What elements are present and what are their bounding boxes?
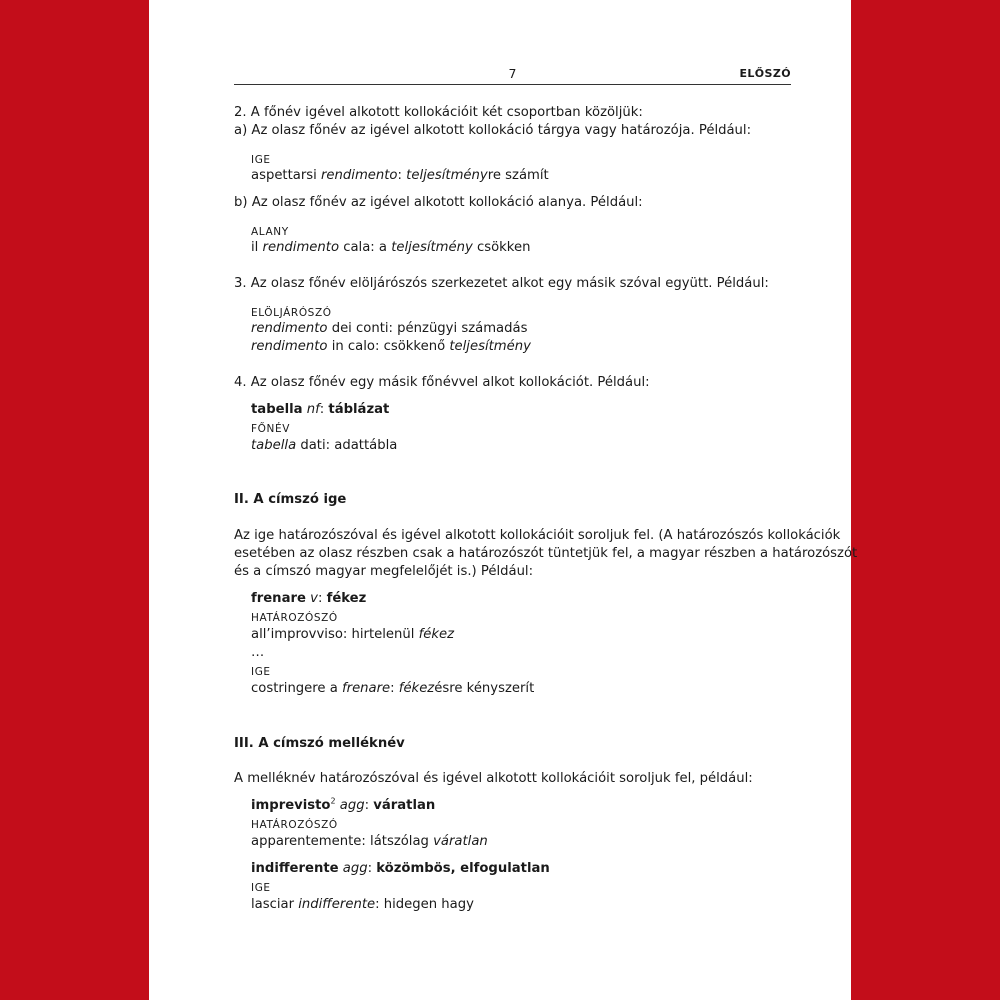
imprevisto-example: apparentemente: látszólag váratlan — [251, 834, 488, 849]
frenare-label-1: HATÁROZÓSZÓ — [251, 612, 338, 624]
ellipsis: … — [251, 645, 265, 660]
indifferente-example: lasciar indifferente: hidegen hagy — [251, 897, 474, 912]
s4-intro: 4. Az olasz főnév egy másik főnévvel alkot kollokációt. Például: — [234, 375, 650, 390]
s4-example: tabella dati: adattábla — [251, 438, 398, 453]
s2-b-example: il rendimento cala: a teljesítmény csökken — [251, 240, 531, 255]
imprevisto-entry: imprevisto$^2$ agg: váratlan — [251, 796, 436, 813]
frenare-example-1: all’improvviso: hirtelenül fékez — [251, 627, 455, 642]
s3-label: ELÖLJÁRÓSZÓ — [251, 307, 332, 319]
section-iii-paragraph: A melléknév határozószóval és igével alkotott kollokációit soroljuk fel, például: — [234, 771, 753, 786]
indifferente-entry: indifferente agg: közömbös, elfogulatlan — [251, 861, 550, 876]
page — [149, 0, 858, 1000]
s3-intro: 3. Az olasz főnév elöljárószós szerkezetet alkot egy másik szóval együtt. Például: — [234, 276, 769, 291]
section-ii-paragraph: Az ige határozószóval és igével alkotott kollokációit soroljuk fel. (A határozószós kollokációk esetében az olasz részben csak a határozószót tüntetjük fel, a magyar részben a határozószót és a címszó magyar megfelelőjét is.) Például: — [234, 528, 858, 579]
page-number: 7 — [508, 66, 517, 81]
s4-entry: tabella nf: táblázat — [251, 402, 390, 417]
s4-label: FŐNÉV — [251, 423, 290, 435]
frenare-entry: frenare v: fékez — [251, 591, 367, 606]
frenare-example-2: costringere a frenare: fékezésre kényszerít — [251, 681, 535, 696]
indifferente-label: IGE — [251, 882, 271, 894]
section-iii-heading: III. A címszó melléknév — [234, 736, 405, 751]
imprevisto-label: HATÁROZÓSZÓ — [251, 819, 338, 831]
running-header — [234, 66, 791, 85]
s2-a-example: aspettarsi rendimento: teljesítményre számít — [251, 168, 549, 183]
s2-b-text: b) Az olasz főnév az igével alkotott kollokáció alanya. Például: — [234, 195, 643, 210]
s2-a-label: IGE — [251, 154, 271, 166]
section-title: ELŐSZÓ — [739, 67, 791, 80]
section-ii-heading: II. A címszó ige — [234, 492, 347, 507]
s3-example-1: rendimento dei conti: pénzügyi számadás — [251, 321, 528, 336]
s2-a-text: a) Az olasz főnév az igével alkotott kollokáció tárgya vagy határozója. Például: — [234, 123, 752, 138]
s2-intro: 2. A főnév igével alkotott kollokációit két csoportban közöljük: — [234, 105, 643, 120]
frenare-label-2: IGE — [251, 666, 271, 678]
s2-b-label: ALANY — [251, 226, 289, 238]
s3-example-2: rendimento in calo: csökkenő teljesítmény — [251, 339, 531, 354]
